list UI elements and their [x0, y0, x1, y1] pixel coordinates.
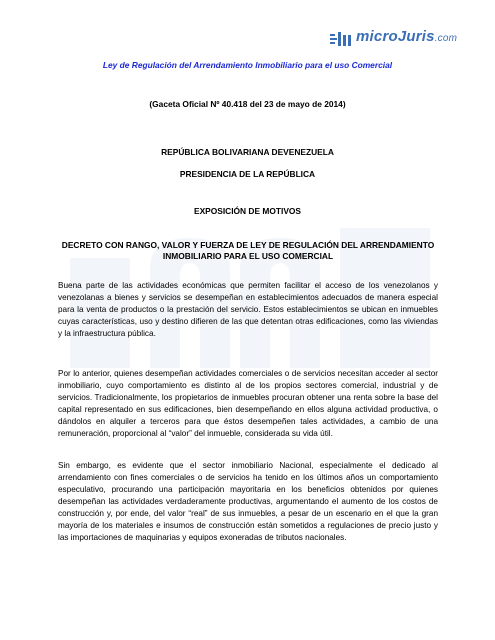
logo-mark-icon — [330, 30, 354, 48]
section-heading: EXPOSICIÓN DE MOTIVOS — [193, 206, 302, 216]
republic-heading: REPÚBLICA BOLIVARIANA DEVENEZUELA — [161, 147, 334, 157]
decree-title: DECRETO CON RANGO, VALOR Y FUERZA DE LEY DE REGULACIÓN DEL ARRENDAMIENTO INMOBILIARIO PARA EL USO COMERCIAL — [61, 240, 435, 261]
logo-wordmark: microJuris.com — [356, 28, 458, 45]
microjuris-logo — [330, 28, 458, 52]
title-line — [60, 60, 435, 71]
presidency-heading: PRESIDENCIA DE LA REPÚBLICA — [179, 169, 316, 179]
paragraph-2: Por lo anterior, quienes desempeñan actividades comerciales o de servicios necesitan acceder al sector inmobiliario, cuyo comportamiento es distinto al de los propios sectores comercial, industrial y de servicios. Tradicionalmente, los propietarios de inmuebles procuran obtener una renta sobre la base del capital representado en sus edificaciones, bien desempeñando en ellos alguna actividad productiva, o dándolos en alquiler a terceros para que éstos desempeñen tales actividades, a cambio de una remuneración, proporcional al “valor” del inmueble, considerada su vida útil. — [58, 369, 438, 438]
law-title-link[interactable]: Ley de Regulación del Arrendamiento Inmobiliario para el uso Comercial — [102, 60, 393, 70]
paragraph-1: Buena parte de las actividades económicas que permiten facilitar el acceso de los venezolanos y venezolanas a bienes y servicios se desempeñan en establecimientos adecuados de manera especial para la venta de productos o la prestación del servicio. Estos establecimientos se ubican en inmuebles cuyas características, uso y destino difieren de las que detentan otras edificaciones, como las viviendas y la infraestructura pública. — [58, 281, 438, 338]
gazette-reference: (Gaceta Oficial Nº 40.418 del 23 de mayo de 2014) — [149, 99, 346, 109]
paragraph-3: Sin embargo, es evidente que el sector inmobiliario Nacional, especialmente el dedicado al arrendamiento con fines comerciales o de servicios ha tenido en los últimos años un comportamiento especulativo, procurando una participación mayoritaria en los beneficios obtenidos por quienes desempeñan las actividades verdaderamente productivas, argumentando el aumento de los costos de construcción y, por ende, del valor “real” de sus inmuebles, a pesar de un escenario en el que la gran mayoría de los materiales e insumos de construcción están sometidos a regulaciones de precio justo y las importaciones de maquinarias y equipos exoneradas de tributos nacionales. — [58, 461, 438, 542]
